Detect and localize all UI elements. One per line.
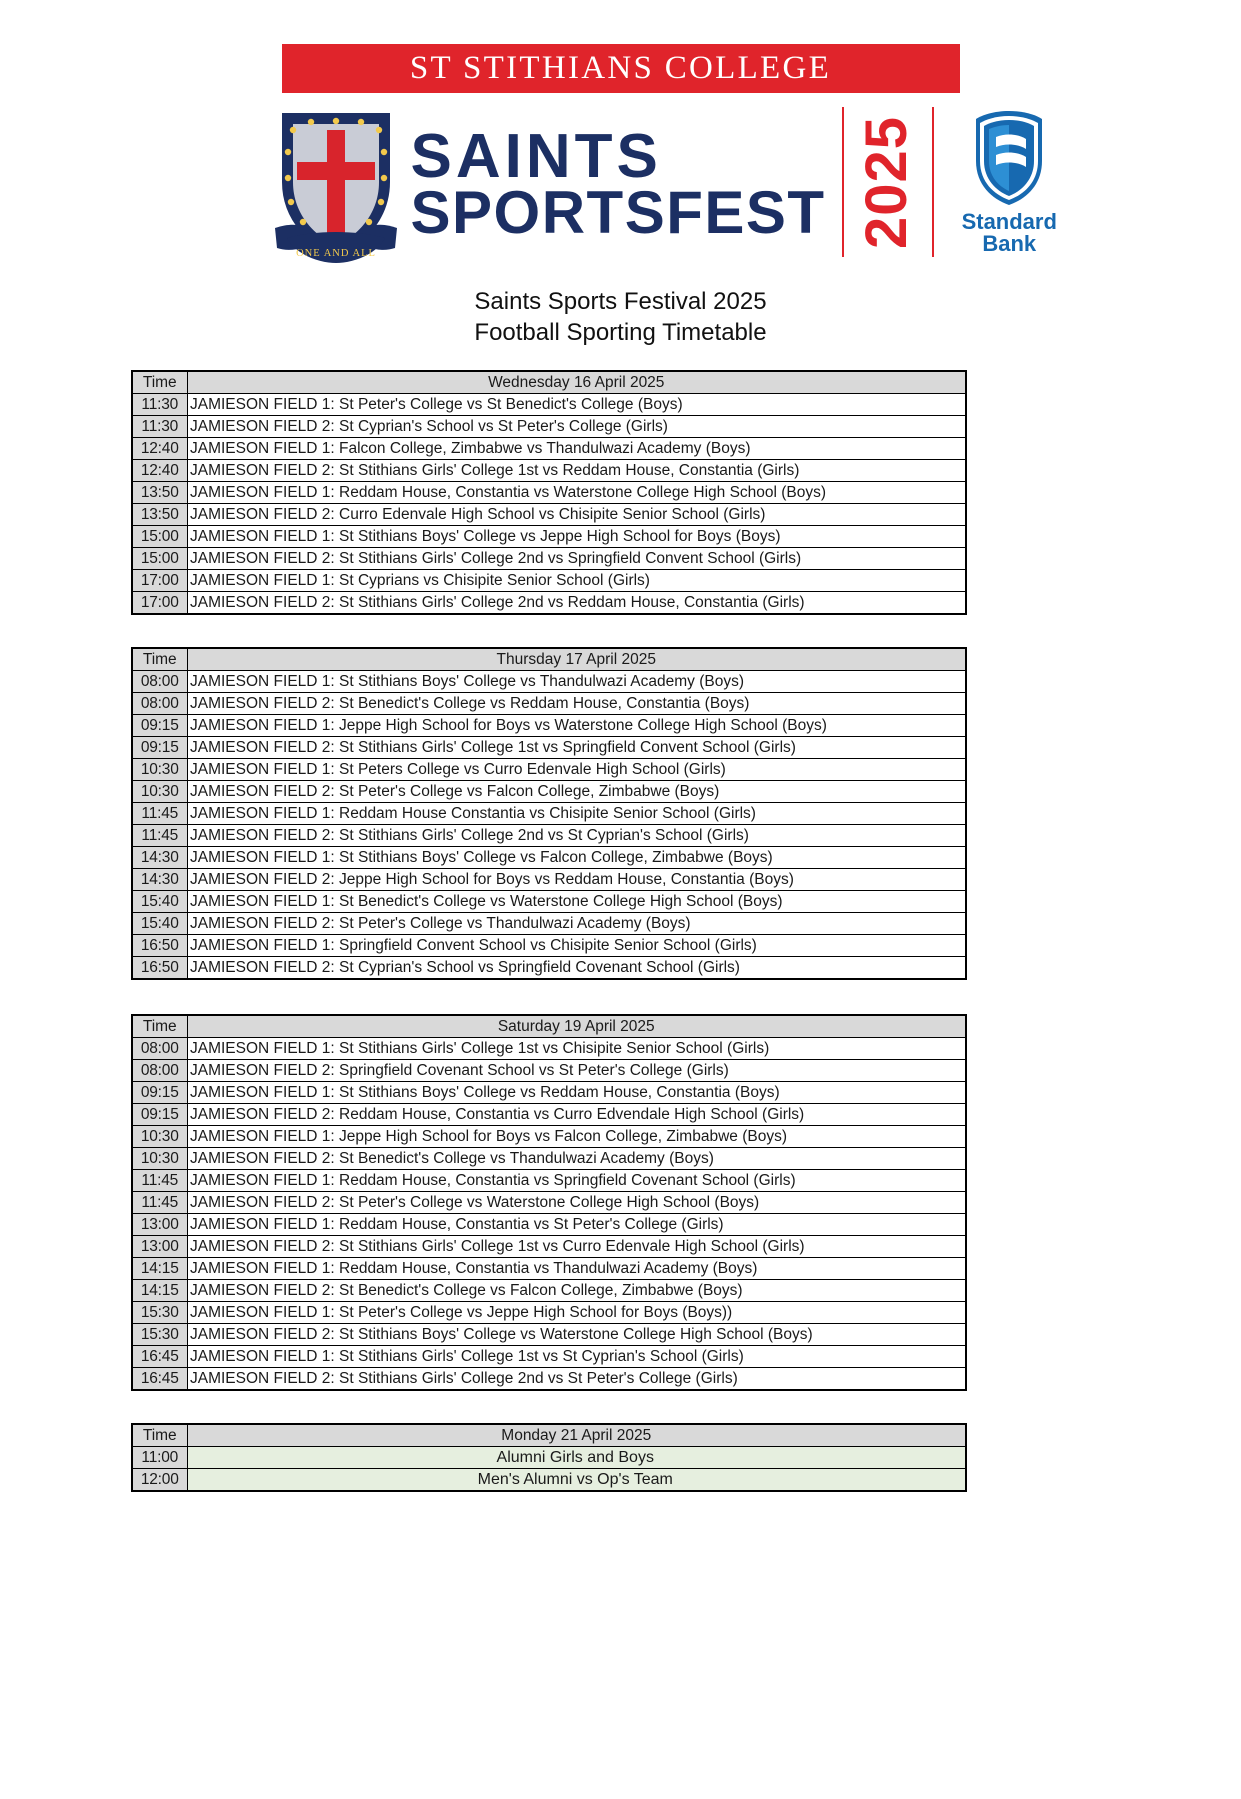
sportsfest-wordmark	[401, 121, 826, 246]
fixture-time: 17:00	[132, 570, 188, 592]
fixture-description: JAMIESON FIELD 1: St Stithians Girls' College 1st vs Chisipite Senior School (Girls)	[188, 1038, 966, 1060]
fixture-description: JAMIESON FIELD 1: St Benedict's College vs Waterstone College High School (Boys)	[188, 891, 966, 913]
table-row	[132, 416, 966, 438]
table-row	[132, 504, 966, 526]
fixture-description: JAMIESON FIELD 1: Reddam House, Constantia vs St Peter's College (Girls)	[188, 1214, 966, 1236]
fixture-time: 11:45	[132, 1192, 188, 1214]
schedule-table	[131, 1014, 967, 1391]
fixture-time: 16:45	[132, 1368, 188, 1391]
table-row	[132, 847, 966, 869]
column-header-time: Time	[132, 1015, 188, 1038]
fixture-description: JAMIESON FIELD 2: Springfield Covenant School vs St Peter's College (Girls)	[188, 1060, 966, 1082]
fixture-time: 11:30	[132, 416, 188, 438]
fixture-description: JAMIESON FIELD 2: St Benedict's College vs Reddam House, Constantia (Boys)	[188, 693, 966, 715]
fixture-time: 10:30	[132, 781, 188, 803]
fixture-time: 10:30	[132, 759, 188, 781]
table-row	[132, 1280, 966, 1302]
fixture-time: 08:00	[132, 671, 188, 693]
schedule-table	[131, 370, 967, 615]
wordmark-line-sportsfest: SPORTSFEST	[410, 178, 826, 246]
fixture-description: JAMIESON FIELD 1: St Stithians Boys' College vs Jeppe High School for Boys (Boys)	[188, 526, 966, 548]
table-row	[132, 935, 966, 957]
table-row	[132, 570, 966, 592]
table-row	[132, 1214, 966, 1236]
table-row	[132, 460, 966, 482]
fixture-time: 09:15	[132, 737, 188, 759]
fixture-description: JAMIESON FIELD 2: Jeppe High School for Boys vs Reddam House, Constantia (Boys)	[188, 869, 966, 891]
fixture-description: JAMIESON FIELD 1: Falcon College, Zimbabwe vs Thandulwazi Academy (Boys)	[188, 438, 966, 460]
fixture-description: JAMIESON FIELD 2: St Cyprian's School vs St Peter's College (Girls)	[188, 416, 966, 438]
document-title	[0, 287, 1241, 348]
fixture-description: JAMIESON FIELD 2: St Benedict's College vs Thandulwazi Academy (Boys)	[188, 1148, 966, 1170]
wordmark-line-saints: SAINTS	[410, 121, 662, 191]
table-row	[132, 1170, 966, 1192]
column-header-time: Time	[132, 371, 188, 394]
table-row	[132, 438, 966, 460]
timetable-page	[0, 44, 1241, 1799]
table-row	[132, 1038, 966, 1060]
table-row	[132, 1324, 966, 1346]
table-header-row	[132, 371, 966, 394]
fixture-time: 14:30	[132, 869, 188, 891]
fixture-time: 16:50	[132, 935, 188, 957]
fixture-time: 14:30	[132, 847, 188, 869]
fixture-description: JAMIESON FIELD 1: St Peters College vs Curro Edenvale High School (Girls)	[188, 759, 966, 781]
fixture-time: 13:00	[132, 1236, 188, 1258]
fixture-time: 09:15	[132, 715, 188, 737]
table-row	[132, 803, 966, 825]
sponsor-logo	[962, 109, 1057, 256]
schedule-table	[131, 1423, 967, 1492]
table-row	[132, 891, 966, 913]
fixture-time: 10:30	[132, 1126, 188, 1148]
table-row	[132, 394, 966, 416]
fixture-time: 11:30	[132, 394, 188, 416]
standard-bank-shield-icon	[972, 109, 1046, 207]
fixture-time: 15:40	[132, 913, 188, 935]
table-row	[132, 1368, 966, 1391]
fixture-description: JAMIESON FIELD 1: St Stithians Boys' College vs Reddam House, Constantia (Boys)	[188, 1082, 966, 1104]
fixture-time: 11:00	[132, 1447, 188, 1469]
fixture-description: JAMIESON FIELD 1: St Stithians Girls' College 1st vs St Cyprian's School (Girls)	[188, 1346, 966, 1368]
logo-divider-left	[842, 107, 844, 257]
fixture-description: JAMIESON FIELD 2: Curro Edenvale High School vs Chisipite Senior School (Girls)	[188, 504, 966, 526]
fixture-description: JAMIESON FIELD 2: St Stithians Girls' College 1st vs Curro Edenvale High School (Girls)	[188, 1236, 966, 1258]
table-row	[132, 693, 966, 715]
table-row	[132, 781, 966, 803]
fixture-time: 08:00	[132, 1038, 188, 1060]
fixture-description: JAMIESON FIELD 2: St Peter's College vs Waterstone College High School (Boys)	[188, 1192, 966, 1214]
event-logo	[271, 44, 1057, 267]
fixture-description: JAMIESON FIELD 1: Reddam House, Constantia vs Thandulwazi Academy (Boys)	[188, 1258, 966, 1280]
fixture-time: 08:00	[132, 1060, 188, 1082]
fixture-time: 17:00	[132, 592, 188, 615]
table-row	[132, 1104, 966, 1126]
fixture-time: 15:30	[132, 1302, 188, 1324]
table-row	[132, 759, 966, 781]
table-row	[132, 526, 966, 548]
column-header-time: Time	[132, 648, 188, 671]
column-header-day: Monday 21 April 2025	[188, 1424, 966, 1447]
table-row	[132, 869, 966, 891]
column-header-day: Wednesday 16 April 2025	[188, 371, 966, 394]
fixture-time: 11:45	[132, 825, 188, 847]
fixture-description: JAMIESON FIELD 2: St Peter's College vs Falcon College, Zimbabwe (Boys)	[188, 781, 966, 803]
fixture-description: JAMIESON FIELD 2: St Benedict's College vs Falcon College, Zimbabwe (Boys)	[188, 1280, 966, 1302]
fixture-time: 15:40	[132, 891, 188, 913]
fixture-time: 13:50	[132, 504, 188, 526]
table-row	[132, 1302, 966, 1324]
fixture-description: JAMIESON FIELD 2: St Stithians Girls' College 1st vs Springfield Convent School (Girls)	[188, 737, 966, 759]
fixture-description: Alumni Girls and Boys	[188, 1447, 966, 1469]
event-year: 2025	[853, 115, 919, 249]
fixture-description: JAMIESON FIELD 1: St Stithians Boys' College vs Thandulwazi Academy (Boys)	[188, 671, 966, 693]
fixture-time: 13:50	[132, 482, 188, 504]
table-row	[132, 1447, 966, 1469]
table-row	[132, 913, 966, 935]
fixture-time: 16:50	[132, 957, 188, 980]
fixture-time: 14:15	[132, 1258, 188, 1280]
fixture-description: JAMIESON FIELD 1: Springfield Convent School vs Chisipite Senior School (Girls)	[188, 935, 966, 957]
table-row	[132, 1148, 966, 1170]
fixture-description: JAMIESON FIELD 2: St Stithians Girls' College 2nd vs Springfield Convent School (Girls)	[188, 548, 966, 570]
table-row	[132, 1192, 966, 1214]
sponsor-name-line1: Standard	[961, 208, 1057, 234]
fixture-description: JAMIESON FIELD 1: Jeppe High School for Boys vs Waterstone College High School (Boys)	[188, 715, 966, 737]
table-row	[132, 1060, 966, 1082]
fixture-description: JAMIESON FIELD 2: St Stithians Girls' College 2nd vs Reddam House, Constantia (Girls)	[188, 592, 966, 615]
fixture-description: JAMIESON FIELD 2: St Stithians Boys' College vs Waterstone College High School (Boys)	[188, 1324, 966, 1346]
column-header-day: Thursday 17 April 2025	[188, 648, 966, 671]
fixture-time: 15:00	[132, 526, 188, 548]
fixture-description: JAMIESON FIELD 1: Reddam House, Constantia vs Waterstone College High School (Boys)	[188, 482, 966, 504]
table-header-row	[132, 1424, 966, 1447]
page-title-line2: Football Sporting Timetable	[474, 318, 767, 346]
fixture-time: 14:15	[132, 1280, 188, 1302]
table-row	[132, 482, 966, 504]
fixture-description: JAMIESON FIELD 1: St Peter's College vs Jeppe High School for Boys (Boys))	[188, 1302, 966, 1324]
table-row	[132, 1258, 966, 1280]
fixture-description: JAMIESON FIELD 1: St Stithians Boys' College vs Falcon College, Zimbabwe (Boys)	[188, 847, 966, 869]
table-row	[132, 737, 966, 759]
fixture-description: JAMIESON FIELD 1: Reddam House, Constantia vs Springfield Covenant School (Girls)	[188, 1170, 966, 1192]
page-title-line1: Saints Sports Festival 2025	[474, 288, 767, 315]
schedule-tables	[131, 370, 1111, 1492]
fixture-description: JAMIESON FIELD 1: St Cyprians vs Chisipite Senior School (Girls)	[188, 570, 966, 592]
logo-divider-right	[932, 107, 934, 257]
fixture-time: 11:45	[132, 1170, 188, 1192]
table-row	[132, 1346, 966, 1368]
college-name-text: ST STITHIANS COLLEGE	[409, 50, 832, 86]
fixture-description: JAMIESON FIELD 1: St Peter's College vs St Benedict's College (Boys)	[188, 394, 966, 416]
fixture-description: Men's Alumni vs Op's Team	[188, 1469, 966, 1492]
fixture-time: 15:00	[132, 548, 188, 570]
fixture-time: 12:00	[132, 1469, 188, 1492]
sponsor-name-line2: Bank	[982, 231, 1037, 256]
fixture-description: JAMIESON FIELD 2: St Cyprian's School vs Springfield Covenant School (Girls)	[188, 957, 966, 980]
table-row	[132, 592, 966, 615]
fixture-time: 15:30	[132, 1324, 188, 1346]
table-row	[132, 825, 966, 847]
fixture-description: JAMIESON FIELD 1: Reddam House Constantia vs Chisipite Senior School (Girls)	[188, 803, 966, 825]
fixture-time: 10:30	[132, 1148, 188, 1170]
table-row	[132, 957, 966, 980]
fixture-description: JAMIESON FIELD 1: Jeppe High School for Boys vs Falcon College, Zimbabwe (Boys)	[188, 1126, 966, 1148]
table-row	[132, 548, 966, 570]
table-header-row	[132, 648, 966, 671]
fixture-time: 09:15	[132, 1104, 188, 1126]
college-name-banner	[282, 44, 960, 93]
college-crest-icon	[271, 100, 401, 265]
table-row	[132, 1236, 966, 1258]
crest-motto-text: ONE AND ALL	[295, 247, 376, 259]
fixture-time: 13:00	[132, 1214, 188, 1236]
fixture-description: JAMIESON FIELD 2: St Stithians Girls' College 1st vs Reddam House, Constantia (Girls)	[188, 460, 966, 482]
fixture-time: 12:40	[132, 438, 188, 460]
table-row	[132, 671, 966, 693]
column-header-time: Time	[132, 1424, 188, 1447]
table-row	[132, 1126, 966, 1148]
fixture-time: 16:45	[132, 1346, 188, 1368]
fixture-time: 11:45	[132, 803, 188, 825]
table-row	[132, 715, 966, 737]
table-row	[132, 1469, 966, 1492]
schedule-table	[131, 647, 967, 980]
sponsor-name	[961, 208, 1057, 256]
column-header-day: Saturday 19 April 2025	[188, 1015, 966, 1038]
fixture-time: 12:40	[132, 460, 188, 482]
fixture-description: JAMIESON FIELD 2: Reddam House, Constantia vs Curro Edvendale High School (Girls)	[188, 1104, 966, 1126]
table-header-row	[132, 1015, 966, 1038]
fixture-description: JAMIESON FIELD 2: St Stithians Girls' College 2nd vs St Peter's College (Girls)	[188, 1368, 966, 1391]
fixture-time: 09:15	[132, 1082, 188, 1104]
fixture-time: 08:00	[132, 693, 188, 715]
fixture-description: JAMIESON FIELD 2: St Peter's College vs Thandulwazi Academy (Boys)	[188, 913, 966, 935]
table-row	[132, 1082, 966, 1104]
fixture-description: JAMIESON FIELD 2: St Stithians Girls' College 2nd vs St Cyprian's School (Girls)	[188, 825, 966, 847]
